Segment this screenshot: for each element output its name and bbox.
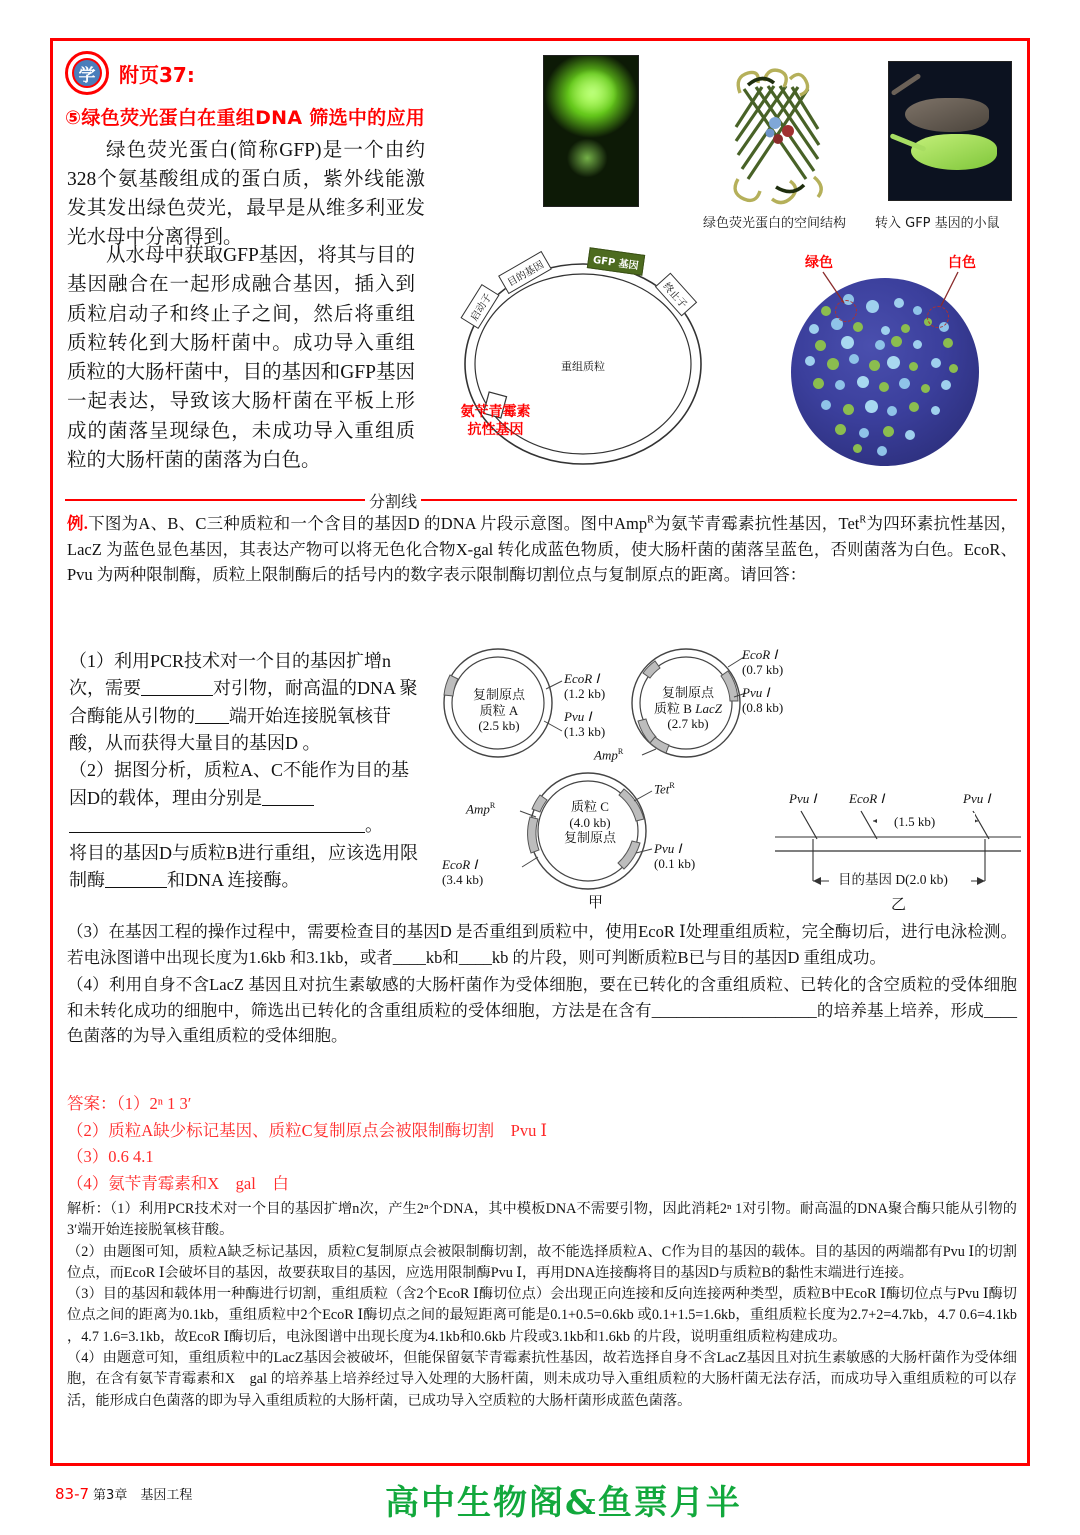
plasmid-b-amp-label xyxy=(594,747,623,763)
figure-yi-caption: 乙 xyxy=(891,895,907,913)
plasmid-c-amp-sup: R xyxy=(489,801,496,810)
plasmid-b-size: (2.7 kb) xyxy=(667,716,709,732)
dna-ecor-mid: EcoR Ⅰ xyxy=(849,791,885,806)
plasmid-c-name: 质粒 C xyxy=(571,799,609,814)
plasmid-c-amp-label xyxy=(466,801,495,817)
example-stem xyxy=(67,511,1017,588)
divider-line-left xyxy=(65,499,365,501)
answer-1: 答案：（1）2ⁿ 1 3′ xyxy=(67,1094,192,1113)
plasmid-a-ecor-kb: (1.2 kb) xyxy=(564,686,606,702)
study-badge-icon xyxy=(65,51,109,95)
q1-blank-1[interactable] xyxy=(141,678,213,696)
plasmid-c-pvu-kb: (0.1 kb) xyxy=(654,856,696,872)
answer-2: （2）质粒A缺少标记基因、质粒C复制原点会被限制酶切割 Pvu Ⅰ xyxy=(67,1120,547,1140)
plasmid-c-amp: Amp xyxy=(466,801,490,817)
question-2 xyxy=(69,757,421,812)
plasmid-c-pvu-label xyxy=(654,841,695,872)
q2-text-b: 。 xyxy=(365,815,383,836)
section-title: ⑤绿色荧光蛋白在重组DNA 筛选中的应用 xyxy=(65,107,426,129)
plasmid-c-ecor-kb: (3.4 kb) xyxy=(442,872,484,888)
dish-label-green: 绿色 xyxy=(805,255,833,271)
plasmid-a-pvu-label xyxy=(564,709,605,740)
plasmid-a-pvu: Pvu Ⅰ xyxy=(564,709,592,724)
caption-structure: 绿色荧光蛋白的空间结构 xyxy=(703,216,847,231)
intro-paragraph-2 xyxy=(67,241,415,475)
plasmid-b-lacz: LacZ xyxy=(695,700,722,716)
plasmid-b-ecor-kb: (0.7 kb) xyxy=(742,662,784,678)
q2-blank-3[interactable] xyxy=(105,870,167,888)
plasmid-c-pvu: Pvu Ⅰ xyxy=(654,841,682,856)
dish-label-white: 白色 xyxy=(948,255,976,271)
dna-inner-length: (1.5 kb) xyxy=(891,814,938,829)
example-stem-part3: 为四环素抗性基因，LacZ 为蓝色显色基因，其表达产物可以将无色化合物X-gal 转化成蓝色物质，使大肠杆菌的菌落呈蓝色，否则菌落为白色。EcoR、Pvu 为两种限制酶，质粒上限制酶后的括号内的数字表示限制酶切割位点与复制原点的距离。请回答： xyxy=(67,514,1018,585)
analysis-3: （3）目的基因和载体用一种酶进行切割，重组质粒（含2个EcoR Ⅰ酶切位点）会出现正向连接和反向连接两种类型，质粒B中EcoR Ⅰ酶切位点与Pvu Ⅰ酶切位点之间的距离为0.1kb，重组质粒中2个EcoR Ⅰ酶切点之间的最短距离可能是0.1+0.5=0.6kb 或0.1+1.5=1.6kb，重组质粒长度为2.7+2=4.7kb，4.7 0.6=4.1kb ，4.7 1.6=3.1kb，故EcoR Ⅰ酶切后，电泳图谱中出现长度为4.1kb和0.6kb 片段或3.1kb和1.6kb 的片段，说明重组质粒构建成功。 xyxy=(67,1286,1017,1345)
petri-dish-figure xyxy=(743,246,1023,476)
plasmid-b-inner-text xyxy=(640,685,736,732)
example-stem-part2: 为氨苄青霉素抗性基因，Tet xyxy=(653,514,860,533)
dna-gene-label: 目的基因 D(2.0 kb) xyxy=(835,872,951,888)
photo-row xyxy=(533,49,1021,239)
plasmid-b-ecor: EcoR Ⅰ xyxy=(742,647,778,662)
q1-text-b: 对引物，耐高温的DNA 聚 xyxy=(213,678,418,699)
footer-left xyxy=(55,1484,192,1503)
mouse-gfp xyxy=(911,134,997,170)
questions-3-4 xyxy=(67,919,1017,1051)
q2-text-a: （2）据图分析，质粒A、C不能作为目的基因D的载体，理由分别是 xyxy=(69,760,410,808)
section-divider xyxy=(65,489,1017,511)
answers-block xyxy=(67,1091,1017,1198)
example-marker: 例. xyxy=(67,514,88,533)
plasmid-c-size: (4.0 kb) xyxy=(569,814,611,830)
divider-line-right xyxy=(421,499,1017,501)
gfp-mice-photo xyxy=(888,61,1012,201)
plasmid-c-tet-label xyxy=(654,781,675,797)
plasmid-a-name: 质粒 A xyxy=(479,702,519,718)
q1-text-d: 端开始连接脱氧核苷酸，从而获得大量目的基因D 。 xyxy=(69,705,391,754)
page-frame xyxy=(50,38,1030,1466)
analysis-block xyxy=(67,1199,1017,1412)
q1-text-a: （1）利用PCR技术对一个目的基因扩增n次，需要 xyxy=(69,651,392,699)
plasmid-a-pvu-kb: (1.3 kb) xyxy=(564,724,606,740)
watermark: 高中生物阁&鱼票月半 xyxy=(385,1483,742,1523)
gfp-barrel-svg xyxy=(718,59,836,207)
plasmid-c-ecor-label xyxy=(442,857,483,888)
plasmid-c-ecor: EcoR Ⅰ xyxy=(442,857,478,872)
plasmid-c-inner-text xyxy=(546,799,634,846)
figure-yi-dna-fragment xyxy=(773,781,1023,916)
question-4: （4）利用自身不含LacZ 基因且对抗生素敏感的大肠杆菌作为受体细胞，要在已转化的含重组质粒、已转化的含空质粒的受体细胞和未转化成功的细胞中，筛选出已转化的含重组质粒的受体细胞，方法是在含有____________________的培养基上培养，形成____色菌落的为导入重组质粒的受体细胞。 xyxy=(67,975,1017,1046)
tet-superscript: R xyxy=(859,514,867,526)
analysis-4: （4）由题意可知，重组质粒中的LacZ基因会被破坏，但能保留氨苄青霉素抗性基因，故若选择自身不含LacZ基因且对抗生素敏感的大肠杆菌作为受体细胞，在含有氨苄青霉素和X gal 的培养基上培养经过导入处理的大肠杆菌，则未成功导入重组质粒的大肠杆菌无法存活，而成功导入重组质粒的可以存活，能形成白色菌落的即为导入重组质粒的大肠杆菌，已成功导入空质粒的大肠杆菌形成蓝色菌落。 xyxy=(67,1350,1017,1409)
plasmid-b-pvu-label xyxy=(742,685,783,716)
page-title: 附页37: xyxy=(119,62,195,87)
dish-leader-lines xyxy=(743,246,1023,476)
question-3: （3）在基因工程的操作过程中，需要检查目的基因D 是否重组到质粒中，使用EcoR Ⅰ处理重组质粒，完全酶切后，进行电泳检测。若电泳图谱中出现长度为1.6kb 和3.1kb，或者____kb和____kb 的片段，则可判断质粒B已与目的基因D 重组成功。 xyxy=(67,922,1017,967)
plasmid-c-tet-sup: R xyxy=(669,781,675,790)
analysis-2: （2）由题图可知，质粒A缺乏标记基因，质粒C复制原点会被限制酶切割，故不能选择质粒A、C作为目的基因的载体。目的基因的两端都有Pvu Ⅰ的切割位点，而EcoR Ⅰ会破坏目的基因，故要获取目的基因，应选用限制酶Pvu Ⅰ，再用DNA连接酶将目的基因D与质粒B的黏性末端进行连接。 xyxy=(67,1243,1017,1281)
plasmid-a-origin: 复制原点 xyxy=(472,687,525,702)
example-stem-part1: 下图为A、B、C三种质粒和一个含目的基因D 的DNA 片段示意图。图中Amp xyxy=(87,514,648,533)
analysis-1: 解析：（1）利用PCR技术对一个目的基因扩增n次，产生2ⁿ个DNA，其中模板DNA不需要引物，因此消耗2ⁿ 1对引物。耐高温的DNA聚合酶只能从引物的3′端开始连接脱氧核苷酸。 xyxy=(67,1201,1017,1239)
q2-text-c: 将目的基因D与质粒B进行重组，应该选用限制酶 xyxy=(69,842,419,890)
figure-jia-plasmids xyxy=(428,641,784,913)
plasmid-a-ecor-label xyxy=(564,671,605,702)
plasmid-center-label: 重组质粒 xyxy=(561,359,605,373)
plasmid-label-gfp-gene: GFP 基因 xyxy=(587,247,645,276)
questions-1-2 xyxy=(69,648,421,894)
gfp-structure-photo xyxy=(718,59,836,207)
plasmid-label-target-gene: 目的基因 xyxy=(498,251,552,294)
header-row xyxy=(65,51,195,95)
chapter-label: 第3章 基因工程 xyxy=(93,1488,193,1503)
amp-superscript: R xyxy=(647,514,654,526)
page-number: 83-7 xyxy=(55,1485,90,1503)
gfp-embryo-photo xyxy=(543,55,639,207)
question-2-blank-line xyxy=(69,812,421,839)
q2-blank-1[interactable] xyxy=(262,788,314,806)
intro-text-2: 从水母中获取GFP基因，将其与目的基因融合在一起形成融合基因，插入到质粒启动子和终止子之间，然后将重组质粒转化到大肠杆菌中。成功导入重组质粒的大肠杆菌中，目的基因和GFP基因一起表达，导致该大肠杆菌在平板上形成的菌落呈现绿色，未成功导入重组质粒的大肠杆菌的菌落为白色。 xyxy=(67,245,415,471)
q1-text-c: 合酶能从引物的 xyxy=(69,705,195,726)
study-badge-char: 学 xyxy=(72,58,102,88)
figure-jia-caption: 甲 xyxy=(588,893,604,911)
q1-blank-2[interactable] xyxy=(195,706,229,724)
plasmid-b-pvu-kb: (0.8 kb) xyxy=(742,700,784,716)
divider-label: 分割线 xyxy=(369,491,418,511)
answer-3: （3）0.6 4.1 xyxy=(67,1147,154,1167)
plasmid-b-ecor-label xyxy=(742,647,783,678)
plasmid-amp-resistance-label: 氨苄青霉素 抗性基因 xyxy=(460,404,531,438)
dna-pvu-right: Pvu Ⅰ xyxy=(963,791,991,806)
plasmid-b-amp: Amp xyxy=(594,747,618,763)
recombinant-plasmid-diagram xyxy=(438,246,728,476)
plasmid-label-promoter: 启动子 xyxy=(460,284,499,329)
answer-4: （4）氨苄青霉素和X gal 白 xyxy=(67,1174,289,1194)
question-1 xyxy=(69,648,421,703)
caption-mice: 转入 GFP 基因的小鼠 xyxy=(875,216,1000,231)
question-1-cont xyxy=(69,703,421,758)
plasmid-a-inner-text xyxy=(454,687,544,734)
plasmid-label-terminator: 终止子 xyxy=(655,273,697,317)
plasmid-b-pvu: Pvu Ⅰ xyxy=(742,685,770,700)
plasmid-a-ecor: EcoR Ⅰ xyxy=(564,671,600,686)
plasmid-c-tet: Tet xyxy=(654,781,670,797)
mouse-normal xyxy=(905,98,989,132)
plasmid-c-origin: 复制原点 xyxy=(563,830,616,846)
plasmid-b-amp-sup: R xyxy=(617,747,624,756)
intro-text-1: 绿色荧光蛋白(简称GFP)是一个由约328个氨基酸组成的蛋白质，紫外线能激发其发出绿色荧光，最早是从维多利亚发光水母中分离得到。 xyxy=(67,140,425,248)
q2-blank-2[interactable] xyxy=(69,815,365,833)
plasmid-b-name: 质粒 B xyxy=(654,700,692,716)
plasmid-b-origin: 复制原点 xyxy=(661,685,714,700)
dna-pvu-left: Pvu Ⅰ xyxy=(789,791,817,806)
q2-text-d: 和DNA 连接酶。 xyxy=(167,869,300,890)
question-2-cont xyxy=(69,840,421,895)
plasmid-a-size: (2.5 kb) xyxy=(478,718,520,734)
